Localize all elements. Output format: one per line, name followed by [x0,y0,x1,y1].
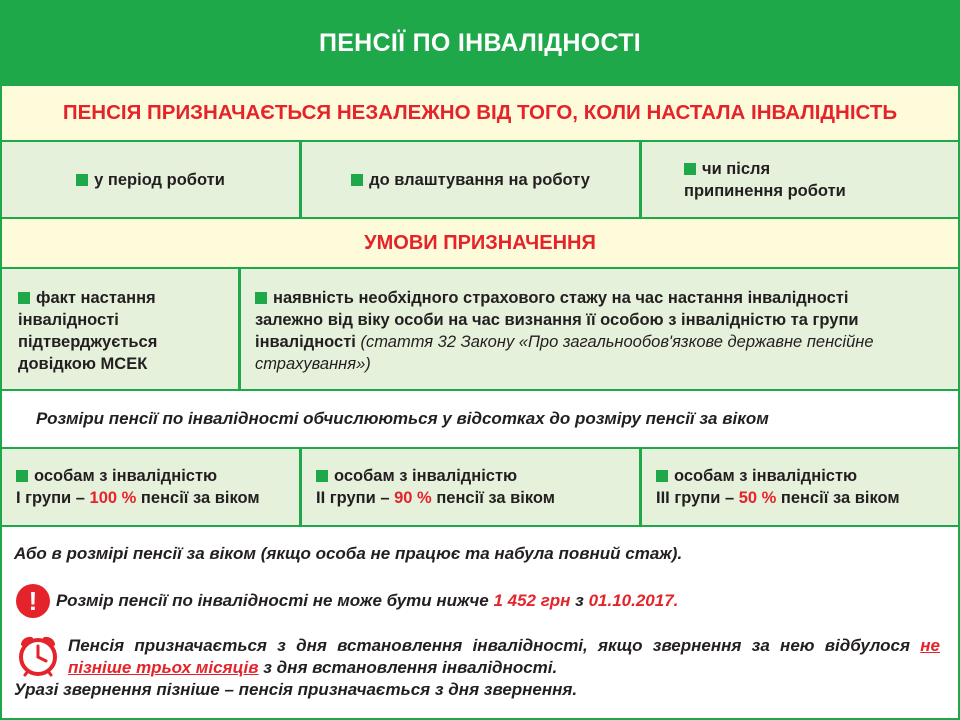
period-after-termination [642,142,958,217]
group-number: І групи – [16,489,90,507]
green-square-icon [684,163,696,175]
fact-line3: підтверджується [18,333,158,351]
alternative-note: Або в розмірі пенсії за віком (якщо особа не працює та набула повний стаж). [14,544,683,563]
fact-line2: інвалідності [18,311,119,329]
group-2-pension [302,449,639,525]
green-square-icon [255,292,267,304]
appointment-note [68,635,940,679]
group-suffix: пенсії за віком [136,489,260,507]
group-percent: 90 % [394,489,432,507]
group-label: особам з інвалідністю [34,467,218,485]
minimum-date: 01.10.2017. [588,591,679,610]
period-before-employment [302,142,639,217]
main-statement: ПЕНСІЯ ПРИЗНАЧАЄТЬСЯ НЕЗАЛЕЖНО ВІД ТОГО, КОЛИ НАСТАЛА ІНВАЛІДНІСТЬ [2,86,958,140]
fact-line4: довідкою МСЕК [18,355,148,373]
late-application-note: Уразі звернення пізніше – пенсія призначається з дня звернення. [14,680,578,699]
law-reference: (стаття 32 Закону «Про загальнообов'язкове державне пенсійне страхування») [255,333,874,373]
insurance-line1: наявність необхідного страхового стажу на час настання інвалідності [273,289,849,307]
group-suffix: пенсії за віком [431,489,555,507]
minimum-amount: 1 452 грн [493,591,571,610]
group-percent: 100 % [89,489,137,507]
group-1-pension [2,449,299,525]
green-square-icon [656,470,668,482]
group-percent: 50 % [738,489,777,507]
calculation-note: Розміри пенсії по інвалідності обчислюються у відсотках до розміру пенсії за віком [2,391,958,447]
green-square-icon [351,174,363,186]
group-number: ІІ групи – [316,489,395,507]
group-suffix: пенсії за віком [776,489,900,507]
appointment-deadline: не пізніше трьох місяців [68,636,940,677]
page-title: ПЕНСІЇ ПО ІНВАЛІДНОСТІ [0,0,960,86]
period-label: у період роботи [94,170,225,189]
green-square-icon [76,174,88,186]
condition-insurance [241,269,958,389]
minimum-prefix: Розмір пенсії по інвалідності не може бути нижче [56,591,494,610]
clock-icon [16,633,60,677]
group-label: особам з інвалідністю [334,467,518,485]
green-square-icon [18,292,30,304]
group-3-pension [642,449,958,525]
appointment-suffix: з дня встановлення інвалідності. [258,658,558,677]
period-label: до влаштування на роботу [369,170,590,189]
insurance-line3: інвалідності [255,333,356,351]
fact-line1: факт настання [36,289,156,307]
condition-fact [2,269,238,389]
conditions-title: УМОВИ ПРИЗНАЧЕННЯ [2,219,958,267]
period-during-work [2,142,299,217]
period-label-line1: чи після [702,159,771,178]
period-label-line2: припинення роботи [684,181,846,200]
appointment-prefix: Пенсія призначається з дня встановлення інвалідності, якщо звернення за нею відбулося [68,636,921,655]
minimum-pension-note [16,584,678,618]
group-number: ІІІ групи – [656,489,739,507]
exclamation-icon: ! [16,584,50,618]
green-square-icon [316,470,328,482]
insurance-line2: залежно від віку особи на час визнання її особою з інвалідністю та групи [255,311,859,329]
green-square-icon [16,470,28,482]
minimum-middle: з [570,591,589,610]
bottom-notes [2,527,958,718]
group-label: особам з інвалідністю [674,467,858,485]
